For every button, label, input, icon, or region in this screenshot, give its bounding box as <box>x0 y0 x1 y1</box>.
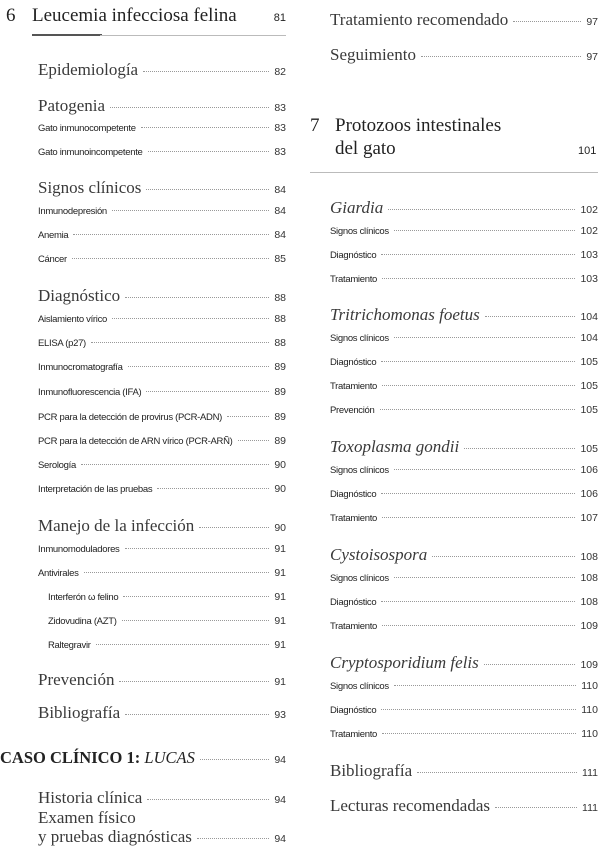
dot-leader <box>394 230 576 231</box>
toc-entry[interactable] <box>38 337 286 350</box>
entry-label: Tratamiento recomendado <box>330 10 509 29</box>
page-number: 83 <box>274 102 286 114</box>
toc-entry[interactable] <box>38 313 286 326</box>
entry-label: Tratamiento <box>330 381 378 392</box>
entry-label: PCR para la detección de provirus (PCR-ADN) <box>38 412 223 423</box>
toc-entry[interactable] <box>330 198 598 217</box>
dot-leader <box>417 772 577 773</box>
page-number: 108 <box>580 551 598 563</box>
entry-label <box>0 748 195 767</box>
toc-entry[interactable] <box>330 305 598 324</box>
page-number: 105 <box>580 443 598 455</box>
dot-leader <box>96 644 270 645</box>
dot-leader <box>157 488 269 489</box>
page-number: 83 <box>274 122 286 134</box>
dot-leader <box>513 21 581 22</box>
chapter-number: 7 <box>310 115 320 136</box>
toc-entry[interactable] <box>38 516 286 535</box>
entry-label: Diagnóstico <box>38 286 121 305</box>
page-number: 88 <box>274 292 286 304</box>
dot-leader <box>381 254 575 255</box>
page-number: 103 <box>580 273 598 285</box>
toc-entry[interactable] <box>38 703 286 722</box>
entry-label: Anemia <box>38 230 69 241</box>
toc-entry[interactable] <box>38 361 286 374</box>
entry-label: Zidovudina (AZT) <box>48 616 117 627</box>
dot-leader <box>128 366 270 367</box>
toc-entry[interactable] <box>330 273 598 286</box>
dot-leader <box>125 714 269 715</box>
entry-label: Gato inmunoincompetente <box>38 147 143 158</box>
entry-label: Signos clínicos <box>330 226 389 237</box>
page-number: 89 <box>274 361 286 373</box>
toc-entry[interactable] <box>38 253 286 266</box>
dot-leader <box>432 556 575 557</box>
page-number: 89 <box>274 411 286 423</box>
entry-label: Tratamiento <box>330 513 378 524</box>
dot-leader <box>197 838 269 839</box>
dot-leader <box>382 517 575 518</box>
toc-entry[interactable] <box>38 386 286 399</box>
toc-entry[interactable] <box>330 620 598 633</box>
toc-entry[interactable] <box>48 591 286 604</box>
dot-leader <box>381 361 575 362</box>
page-number: 110 <box>581 704 598 716</box>
dot-leader <box>382 733 576 734</box>
page-number: 106 <box>580 488 598 500</box>
entry-label: Inmunomoduladores <box>38 544 120 555</box>
entry-label: PCR para la detección de ARN vírico (PCR-ARÑ) <box>38 436 233 447</box>
dot-leader <box>73 234 269 235</box>
toc-entry[interactable] <box>38 435 286 448</box>
entry-label: Signos clínicos <box>330 333 389 344</box>
toc-entry[interactable] <box>38 670 286 689</box>
dot-leader <box>381 601 575 602</box>
toc-entry[interactable] <box>38 808 286 846</box>
toc-entry[interactable] <box>38 543 286 556</box>
toc-entry[interactable] <box>38 60 286 79</box>
toc-entry[interactable] <box>38 122 286 135</box>
entry-label: Bibliografía <box>38 703 121 722</box>
dot-leader <box>125 297 269 298</box>
chapter-title-line1: Protozoos intestinales <box>335 115 502 136</box>
toc-entry[interactable] <box>330 464 598 477</box>
dot-leader <box>227 416 269 417</box>
toc-entry[interactable] <box>330 796 598 815</box>
page-number: 91 <box>274 639 286 651</box>
page-number: 97 <box>586 51 598 63</box>
page-number: 104 <box>580 332 598 344</box>
page-number: 108 <box>580 596 598 608</box>
chapter-rule <box>100 35 286 36</box>
dot-leader <box>81 464 269 465</box>
dot-leader <box>394 577 576 578</box>
dot-leader <box>141 127 270 128</box>
page-number: 110 <box>581 728 598 740</box>
page-number: 102 <box>580 225 598 237</box>
entry-label: Signos clínicos <box>330 573 389 584</box>
page-number: 105 <box>580 380 598 392</box>
chapter-number: 6 <box>6 5 16 26</box>
entry-label: Diagnóstico <box>330 489 377 500</box>
toc-entry[interactable] <box>330 437 598 456</box>
page-number: 85 <box>274 253 286 265</box>
entry-label: Signos clínicos <box>330 465 389 476</box>
page-number: 84 <box>274 184 286 196</box>
entry-label: Signos clínicos <box>330 681 389 692</box>
dot-leader <box>421 56 581 57</box>
toc-entry[interactable] <box>38 411 286 424</box>
entry-label: Giardia <box>330 198 384 217</box>
page-number: 93 <box>274 709 286 721</box>
entry-label: Cryptosporidium felis <box>330 653 479 672</box>
toc-entry[interactable] <box>38 229 286 242</box>
dot-leader <box>238 440 270 441</box>
entry-label: Tratamiento <box>330 621 378 632</box>
page-number: 89 <box>274 386 286 398</box>
toc-entry[interactable] <box>0 748 286 767</box>
entry-label: Raltegravir <box>48 640 91 651</box>
entry-label: Tratamiento <box>330 274 378 285</box>
toc-entry[interactable] <box>330 45 598 64</box>
toc-entry[interactable] <box>330 653 598 672</box>
toc-entry[interactable] <box>48 639 286 652</box>
entry-label: Inmunofluorescencia (IFA) <box>38 387 142 398</box>
toc-entry[interactable] <box>330 488 598 501</box>
entry-label: ELISA (p27) <box>38 338 86 349</box>
page-number: 82 <box>274 66 286 78</box>
page-number: 110 <box>581 680 598 692</box>
entry-label: Inmunocromatografía <box>38 362 123 373</box>
entry-label: Prevención <box>38 670 115 689</box>
page-number: 94 <box>274 833 286 845</box>
dot-leader <box>464 448 575 449</box>
toc-entry[interactable] <box>38 286 286 305</box>
entry-label: Bibliografía <box>330 761 413 780</box>
dot-leader <box>143 71 269 72</box>
entry-label: Cáncer <box>38 254 67 265</box>
entry-label: Interferón ω felino <box>48 592 119 603</box>
dot-leader <box>112 210 269 211</box>
dot-leader <box>485 316 576 317</box>
dot-leader <box>110 107 269 108</box>
toc-entry[interactable] <box>38 205 286 218</box>
toc-entry[interactable] <box>330 332 598 345</box>
toc-entry[interactable] <box>330 356 598 369</box>
toc-entry[interactable] <box>330 572 598 585</box>
dot-leader <box>380 409 576 410</box>
dot-leader <box>84 572 270 573</box>
dot-leader <box>394 337 576 338</box>
page-number: 102 <box>580 204 598 216</box>
entry-label-line1: Examen físico <box>38 808 136 827</box>
entry-label: Toxoplasma gondii <box>330 437 460 456</box>
page-number: 108 <box>580 572 598 584</box>
entry-label: Gato inmunocompetente <box>38 123 136 134</box>
chapter-6-heading[interactable] <box>6 4 286 27</box>
entry-label: Patogenia <box>38 96 106 115</box>
dot-leader <box>394 469 576 470</box>
dot-leader <box>382 385 575 386</box>
toc-entry[interactable] <box>48 615 286 628</box>
dot-leader <box>72 258 269 259</box>
dot-leader <box>147 799 269 800</box>
entry-label: Manejo de la infección <box>38 516 195 535</box>
entry-label: Aislamiento vírico <box>38 314 108 325</box>
page-number: 88 <box>274 337 286 349</box>
toc-entry[interactable] <box>330 728 598 741</box>
toc-entry[interactable] <box>330 404 598 417</box>
dot-leader <box>123 596 269 597</box>
entry-label: Diagnóstico <box>330 250 377 261</box>
chapter-page: 101 <box>578 145 597 157</box>
dot-leader <box>146 189 269 190</box>
toc-entry[interactable] <box>38 146 286 159</box>
entry-label: Interpretación de las pruebas <box>38 484 153 495</box>
dot-leader <box>122 620 270 621</box>
page-number: 94 <box>274 754 286 766</box>
toc-entry[interactable] <box>330 249 598 262</box>
page-number: 105 <box>580 356 598 368</box>
dot-leader <box>495 807 577 808</box>
dot-leader <box>112 318 269 319</box>
entry-label: Tritrichomonas foetus <box>330 305 480 324</box>
toc-entry[interactable] <box>330 761 598 780</box>
dot-leader <box>125 548 270 549</box>
page-number: 91 <box>274 543 286 555</box>
page-number: 91 <box>274 676 286 688</box>
entry-label: Diagnóstico <box>330 705 377 716</box>
entry-label: Diagnóstico <box>330 357 377 368</box>
page-number: 89 <box>274 435 286 447</box>
entry-label: Inmunodepresión <box>38 206 107 217</box>
dot-leader <box>381 709 576 710</box>
chapter-page: 81 <box>273 12 286 24</box>
toc-entry[interactable] <box>330 596 598 609</box>
dot-leader <box>91 342 269 343</box>
toc-entry[interactable] <box>38 96 286 115</box>
page-number: 94 <box>274 794 286 806</box>
page-number: 109 <box>580 659 598 671</box>
page-number: 111 <box>582 767 598 779</box>
page-number: 90 <box>274 522 286 534</box>
entry-label: Cystoisospora <box>330 545 428 564</box>
toc-entry[interactable] <box>330 512 598 525</box>
toc-entry[interactable] <box>330 380 598 393</box>
page-number: 107 <box>580 512 598 524</box>
page-number: 105 <box>580 404 598 416</box>
entry-label: Diagnóstico <box>330 597 377 608</box>
page-number: 84 <box>274 229 286 241</box>
page-number: 103 <box>580 249 598 261</box>
dot-leader <box>200 759 269 760</box>
dot-leader <box>382 278 575 279</box>
entry-label: y pruebas diagnósticas <box>38 827 192 846</box>
entry-label: Epidemiología <box>38 60 139 79</box>
dot-leader <box>394 685 576 686</box>
entry-label: Lecturas recomendadas <box>330 796 490 815</box>
toc-entry[interactable] <box>330 704 598 717</box>
page-number: 90 <box>274 459 286 471</box>
dot-leader <box>199 527 269 528</box>
toc-entry[interactable] <box>38 483 286 496</box>
page-number: 88 <box>274 313 286 325</box>
toc-entry[interactable] <box>330 225 598 238</box>
dot-leader <box>146 391 269 392</box>
dot-leader <box>119 681 269 682</box>
entry-label: Serología <box>38 460 76 471</box>
page-number: 111 <box>582 802 598 814</box>
toc-entry[interactable] <box>38 567 286 580</box>
toc-entry[interactable] <box>330 680 598 693</box>
chapter-rule <box>32 34 102 36</box>
entry-label: Tratamiento <box>330 729 378 740</box>
entry-label: Historia clínica <box>38 788 143 807</box>
page-number: 106 <box>580 464 598 476</box>
toc-entry[interactable] <box>38 788 286 807</box>
chapter-title: Leucemia infecciosa felina <box>32 5 237 26</box>
page-number: 97 <box>586 16 598 28</box>
page-number: 90 <box>274 483 286 495</box>
page-number: 84 <box>274 205 286 217</box>
entry-label: Seguimiento <box>330 45 416 64</box>
dot-leader <box>381 493 575 494</box>
page-number: 91 <box>274 591 286 603</box>
dot-leader <box>382 625 575 626</box>
toc-entry[interactable] <box>330 545 598 564</box>
dot-leader <box>484 664 576 665</box>
entry-label: Antivirales <box>38 568 79 579</box>
toc-entry[interactable] <box>38 459 286 472</box>
entry-label: Signos clínicos <box>38 178 142 197</box>
chapter-title-line2: del gato <box>335 138 396 159</box>
toc-entry[interactable] <box>330 10 598 29</box>
entry-label-text: CASO CLÍNICO 1: <box>0 748 145 767</box>
page-number: 91 <box>274 567 286 579</box>
entry-label: Prevención <box>330 405 375 416</box>
page-number: 109 <box>580 620 598 632</box>
page-number: 83 <box>274 146 286 158</box>
toc-entry[interactable] <box>38 178 286 197</box>
page-number: 104 <box>580 311 598 323</box>
dot-leader <box>148 151 270 152</box>
chapter-rule <box>310 172 598 173</box>
dot-leader <box>388 209 575 210</box>
page-number: 91 <box>274 615 286 627</box>
entry-label-italic: LUCAS <box>144 748 195 767</box>
